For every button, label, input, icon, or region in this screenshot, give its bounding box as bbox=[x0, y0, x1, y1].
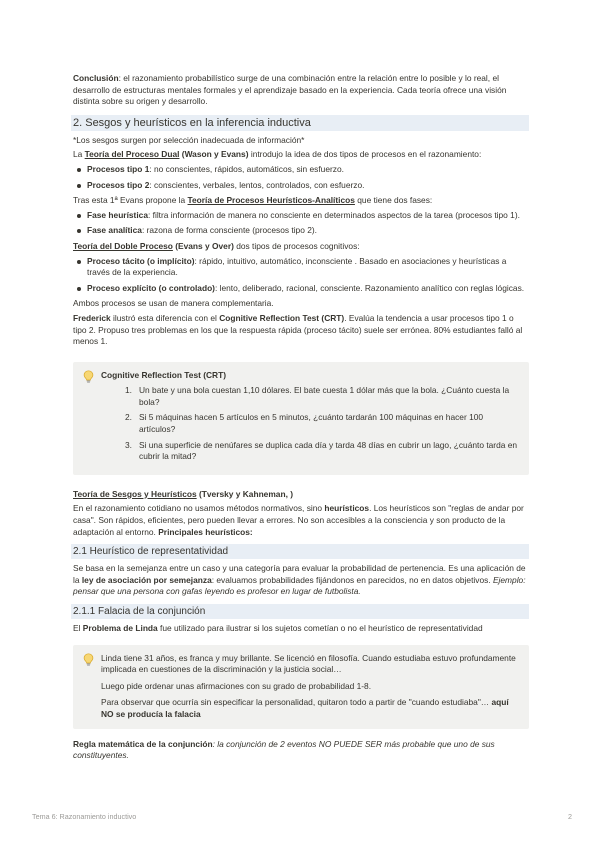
lightbulb-icon bbox=[83, 370, 97, 467]
dual-list bbox=[73, 164, 529, 191]
representatividad-paragraph bbox=[73, 563, 529, 598]
sesgos-pre: En el razonamiento cotidiano no usamos métodos normativos, sino bbox=[73, 503, 325, 514]
item-label: Proceso explícito (o controlado) bbox=[87, 282, 215, 293]
dual-intro-pre: La bbox=[73, 149, 85, 160]
repr-example: Ejemplo: pensar que una persona con gafas leyendo es profesor en lugar de futbolista. bbox=[73, 574, 526, 597]
sesgos-note: *Los sesgos surgen por selección inadecuada de información* bbox=[73, 134, 305, 145]
crt-callout-title: Cognitive Reflection Test (CRT) bbox=[101, 369, 227, 380]
list-item bbox=[73, 210, 529, 222]
item-text: Un bate y una bola cuestan 1,10 dólares. El bate cuesta 1 dólar más que la bola. ¿Cuánto cuesta la bola? bbox=[139, 385, 510, 407]
sesgos-authors: (Tversky y Kahneman, ) bbox=[196, 488, 294, 499]
repr-pre: Se basa en la semejanza entre un caso y una categoría para evaluar la probabilidad de pertenencia. Es una aplicación de la bbox=[73, 563, 526, 585]
list-item bbox=[101, 385, 519, 408]
dual-authors: (Wason y Evans) bbox=[179, 149, 249, 160]
crt-callout bbox=[73, 362, 529, 475]
conjunction-rule bbox=[73, 739, 529, 762]
item-text: : rápido, intuitivo, automático, inconsciente . Basado en asociaciones y heurísticas a través de la experiencia. bbox=[87, 255, 507, 278]
linda-obs-pre: Para observar que ocurría sin especificar la personalidad, quitaron todo a partir de "cuando estudiaba"… bbox=[101, 697, 492, 708]
evans-list bbox=[73, 210, 529, 237]
lightbulb-icon bbox=[83, 653, 97, 721]
linda-pre: El bbox=[73, 623, 83, 633]
item-text: : conscientes, verbales, lentos, controlados, con esfuerzo. bbox=[149, 179, 365, 190]
item-label: Procesos tipo 1 bbox=[87, 163, 150, 174]
linda-intro bbox=[73, 623, 529, 635]
linda-instruction: Luego pide ordenar unas afirmaciones con su grado de probabilidad 1-8. bbox=[101, 680, 372, 691]
evans-intro-pre: Tras esta 1ª Evans propone la bbox=[73, 195, 188, 206]
item-text: : filtra información de manera no consciente en determinados aspectos de la tarea (procesos tipo 1). bbox=[147, 209, 520, 220]
doble-authors: (Evans y Over) bbox=[172, 240, 234, 251]
dual-intro-post: introdujo la idea de dos tipos de procesos en el razonamiento: bbox=[248, 149, 482, 160]
crt-callout-body bbox=[101, 370, 519, 467]
crt-name: Cognitive Reflection Test (CRT) bbox=[219, 312, 345, 323]
list-item bbox=[101, 412, 519, 435]
doble-intro-post: dos tipos de procesos cognitivos: bbox=[233, 240, 360, 251]
frederick-mid: ilustró esta diferencia con el bbox=[110, 312, 220, 323]
item-text: : lento, deliberado, racional, consciente. Razonamiento analítico con reglas lógicas. bbox=[214, 282, 525, 293]
document-page bbox=[73, 73, 529, 765]
complement-text: Ambos procesos se usan de manera complementaria. bbox=[73, 298, 274, 309]
evans-intro-post: que tiene dos fases: bbox=[354, 195, 433, 206]
linda-obs-bold: aquí NO se producía la falacia bbox=[101, 697, 509, 719]
item-number: 3. bbox=[125, 439, 132, 450]
sesgos-theory-heading bbox=[73, 489, 529, 501]
rule-label: Regla matemática de la conjunción bbox=[73, 738, 213, 749]
item-text: : razona de forma consciente (procesos tipo 2). bbox=[141, 225, 317, 236]
linda-description: Linda tiene 31 años, es franca y muy brillante. Se licenció en filosofía. Cuando estudiaba estuvo profundamente implicada en cuestiones de la discriminación y la justicia social… bbox=[101, 652, 516, 675]
rule-text: : la conjunción de 2 eventos NO PUEDE SER más probable que uno de sus constituyentes. bbox=[73, 738, 495, 761]
item-label: Proceso tácito (o implícito) bbox=[87, 255, 195, 266]
sesgos-theory-link: Teoría de Sesgos y Heurísticos bbox=[73, 488, 197, 499]
list-item bbox=[73, 164, 529, 176]
linda-callout bbox=[73, 645, 529, 729]
item-label: Fase analítica bbox=[87, 225, 142, 236]
doble-intro bbox=[73, 241, 529, 253]
conclusion-text: : el razonamiento probabilístico surge de una combinación entre la relación entre lo posible y lo real, el desarrollo de estructuras mentales formales y el aprendizaje basado en la experiencia. Cada teoría ofrece una visión distinta sobre su origen y desarrollo. bbox=[73, 73, 507, 107]
principales-heuristicos: Principales heurísticos: bbox=[158, 526, 253, 537]
item-number: 2. bbox=[125, 412, 132, 423]
dual-theory-link: Teoría del Proceso Dual bbox=[84, 149, 180, 160]
item-text: Si 5 máquinas hacen 5 artículos en 5 minutos, ¿cuánto tardarán 100 máquinas en hacer 100 artículos? bbox=[139, 412, 484, 435]
conclusion-label: Conclusión bbox=[73, 73, 119, 83]
page-number: 2 bbox=[568, 812, 572, 821]
repr-mid: : evaluamos probabilidades fijándonos en parecidos, no en datos objetivos. bbox=[211, 574, 493, 585]
doble-theory-link: Teoría del Doble Proceso bbox=[73, 240, 173, 251]
heuristicos-bold: heurísticos bbox=[324, 503, 370, 514]
doble-list bbox=[73, 256, 529, 295]
frederick-name: Frederick bbox=[73, 312, 111, 323]
page-footer bbox=[32, 811, 572, 823]
crt-question-list bbox=[101, 385, 519, 463]
list-item bbox=[73, 180, 529, 192]
footer-title: Tema 6: Razonamiento inductivo bbox=[32, 812, 137, 821]
list-item bbox=[101, 440, 519, 463]
dual-intro bbox=[73, 149, 529, 161]
conclusion-paragraph bbox=[73, 73, 529, 108]
linda-observation bbox=[101, 697, 519, 720]
list-item bbox=[73, 225, 529, 237]
list-item bbox=[73, 256, 529, 279]
item-text: : no conscientes, rápidos, automáticos, sin esfuerzo. bbox=[149, 163, 344, 174]
sesgos-mid: . Los heurísticos son "reglas de andar por casa". Son rápidos, eficientes, pero pueden llevar a errores. No son accesibles a la consciencia y son producto de la adaptación al entorno. bbox=[73, 503, 524, 537]
frederick-paragraph bbox=[73, 313, 529, 348]
frederick-post: . Evalúa la tendencia a usar procesos tipo 1 o tipo 2. Propuso tres problemas en los que la respuesta rápida (proceso tácito) suele ser errónea. 80% estudiantes falló al menos 1. bbox=[73, 312, 523, 347]
list-item bbox=[73, 283, 529, 295]
section-2-1-1-heading: 2.1.1 Falacia de la conjunción bbox=[71, 604, 529, 619]
ley-asociacion: ley de asociación por semejanza bbox=[81, 574, 212, 585]
linda-callout-body bbox=[101, 653, 519, 721]
problema-linda: Problema de Linda bbox=[82, 623, 158, 633]
sesgos-paragraph bbox=[73, 503, 529, 538]
evans-theory-link: Teoría de Procesos Heurísticos-Analíticos bbox=[187, 195, 355, 206]
section-2-heading: 2. Sesgos y heurísticos en la inferencia inductiva bbox=[71, 115, 529, 131]
item-label: Procesos tipo 2 bbox=[87, 179, 150, 190]
section-2-1-heading: 2.1 Heurístico de representatividad bbox=[71, 544, 529, 559]
item-text: Si una superficie de nenúfares se duplica cada día y tarda 48 días en cubrir un lago, ¿cuánto tarda en cubrir la mitad? bbox=[139, 439, 518, 462]
item-number: 1. bbox=[125, 385, 132, 396]
item-label: Fase heurística bbox=[87, 209, 148, 220]
linda-post: fue utilizado para ilustrar si los sujetos cometían o no el heurístico de representatividad bbox=[157, 623, 483, 633]
evans-intro bbox=[73, 195, 529, 207]
